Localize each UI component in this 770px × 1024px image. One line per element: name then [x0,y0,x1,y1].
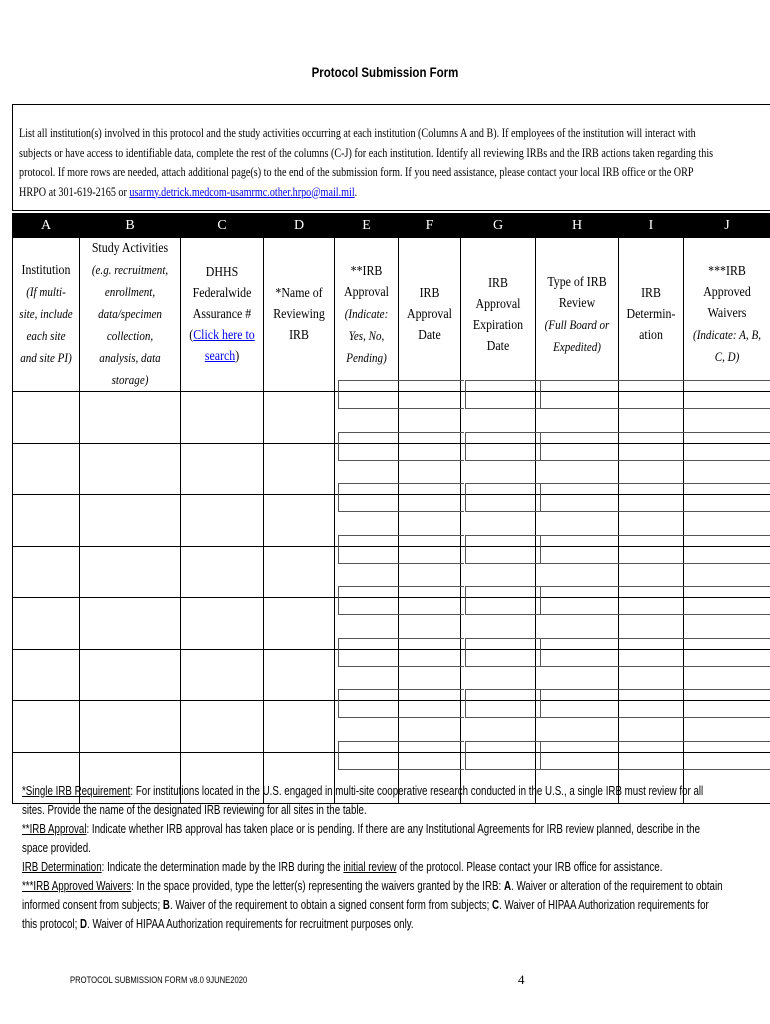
column-letter-j: J [684,214,770,238]
note-irb-approval: **IRB Approval: Indicate whether IRB approval has taken place or is pending. If there are any Institutional Agreements for IRB review planned, describe in the space provided. [22,822,701,855]
table-cell[interactable] [264,701,335,753]
form-input-field[interactable] [338,380,464,409]
form-input-field[interactable] [540,483,770,512]
form-input-field[interactable] [540,689,770,718]
form-input-field[interactable] [338,535,464,564]
column-letter-a: A [13,214,80,238]
table-cell[interactable] [13,443,80,495]
form-input-field[interactable] [338,432,464,461]
table-cell[interactable] [181,443,264,495]
column-headers-row [13,238,770,392]
column-letter-d: D [264,214,335,238]
form-input-field[interactable] [540,638,770,667]
form-version: PROTOCOL SUBMISSION FORM v8.0 9JUNE2020 [70,975,248,985]
header-approval-date: IRB Approval Date [399,238,461,392]
form-input-field[interactable] [540,380,770,409]
column-letters-row [13,214,770,238]
header-review-type: Type of IRB Review (Full Board or Expedited) [536,238,619,392]
table-cell[interactable] [181,701,264,753]
table-cell[interactable] [80,598,181,650]
table-cell[interactable] [80,495,181,547]
table-cell[interactable] [181,546,264,598]
header-expiration-date: IRB Approval Expiration Date [461,238,536,392]
instructions-end: . [354,183,358,199]
form-input-field[interactable] [338,586,464,615]
column-letter-c: C [181,214,264,238]
table-cell[interactable] [181,649,264,701]
form-title: Protocol Submission Form [311,64,459,80]
table-cell[interactable] [13,546,80,598]
table-cell[interactable] [80,546,181,598]
column-letter-e: E [335,214,399,238]
table-cell[interactable] [264,598,335,650]
form-input-field[interactable] [338,689,464,718]
table-cell[interactable] [264,649,335,701]
table-cell[interactable] [80,649,181,701]
table-cell[interactable] [80,701,181,753]
table-cell[interactable] [13,392,80,444]
page-number: 4 [518,972,525,987]
header-approved-waivers: ***IRB Approved Waivers (Indicate: A, B, C, D) [684,238,770,392]
table-cell[interactable] [13,495,80,547]
table-cell[interactable] [13,701,80,753]
note-irb-determination: IRB Determination: Indicate the determination made by the IRB during the initial review of the protocol. Please contact your IRB office for assistance. [22,860,663,874]
header-reviewing-irb: *Name of Reviewing IRB [264,238,335,392]
column-letter-g: G [461,214,536,238]
form-input-field[interactable] [338,741,464,770]
table-cell[interactable] [13,649,80,701]
instructions-box [12,104,770,211]
table-cell[interactable] [13,598,80,650]
table-cell[interactable] [80,443,181,495]
header-institution: Institution (If multi-site, include each site and site PI) [13,238,80,392]
column-letter-h: H [536,214,619,238]
instructions-text [19,123,721,201]
form-input-field[interactable] [540,741,770,770]
column-letter-f: F [399,214,461,238]
table-cell[interactable] [264,443,335,495]
note-single-irb: *Single IRB Requirement: For institutions located in the U.S. engaged in multi-site cooperative research conducted in the U.S., a single IRB must review for all sites. Provide the name of the designated IRB reviewing for all sites in the table. [22,784,704,817]
table-cell[interactable] [264,495,335,547]
footnotes [22,782,724,934]
header-irb-approval: **IRB Approval (Indicate: Yes, No, Pending) [335,238,399,392]
column-letter-i: I [619,214,684,238]
form-input-field[interactable] [540,432,770,461]
form-input-field[interactable] [540,586,770,615]
table-cell[interactable] [264,392,335,444]
header-study-activities: Study Activities (e.g. recruitment, enrollment, data/specimen collection, analysis, data storage) [80,238,181,392]
form-input-field[interactable] [540,535,770,564]
fwa-search-link[interactable]: Click here to search [193,328,255,364]
table-cell[interactable] [181,392,264,444]
table-cell[interactable] [181,598,264,650]
table-cell[interactable] [80,392,181,444]
column-letter-b: B [80,214,181,238]
note-approved-waivers: ***IRB Approved Waivers: In the space provided, type the letter(s) representing the waivers granted by the IRB: A. Waiver or alteration of the requirement to obtain informed consent from subjects; B. Waiver of the requirement to obtain a signed consent form from subjects; C. Waiver of HIPAA Authorization requirements for this protocol; D. Waiver of HIPAA Authorization requirements for recruitment purposes only. [22,879,723,931]
header-fwa: DHHS Federalwide Assurance # (Click here to search) [181,238,264,392]
header-irb-determination: IRB Determin-ation [619,238,684,392]
table-cell[interactable] [181,495,264,547]
instructions-body: List all institution(s) involved in this protocol and the study activities occurring at each institution (Columns A and B). If employees of the institution will interact with subjects or have access to identifiable data, complete the rest of the columns (C-J) for each institution. Identify all reviewing IRBs and the IRB actions taken regarding this protocol. If more rows are needed, attach additional page(s) to the end of the submission form. If you need assistance, please contact your local IRB office or the ORP HRPO at 301-619-2165 or [19,125,714,199]
form-input-field[interactable] [338,638,464,667]
form-input-field[interactable] [338,483,464,512]
hrpo-email-link[interactable]: usarmy.detrick.medcom-usamrmc.other.hrpo@mail.mil [129,183,355,199]
table-cell[interactable] [264,546,335,598]
